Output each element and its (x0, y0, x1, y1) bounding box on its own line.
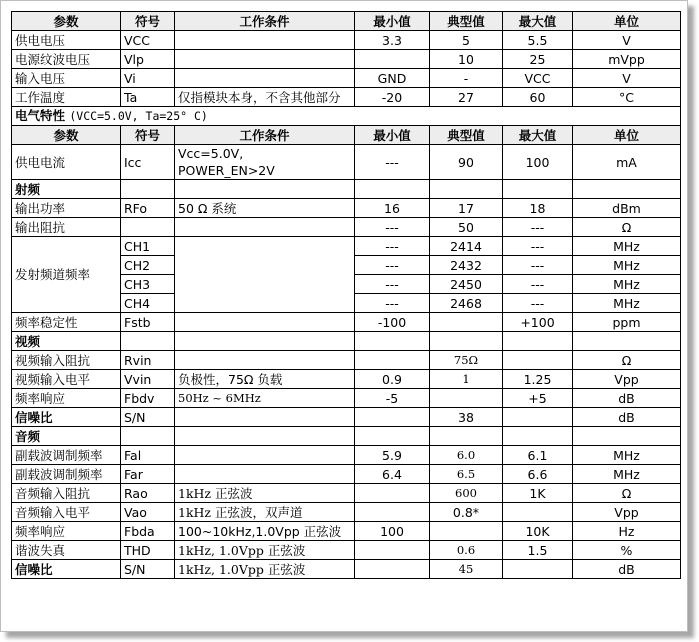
symbol-cell: Fbda (121, 522, 175, 541)
min-cell: -100 (355, 313, 430, 332)
unit-cell: Ω (573, 484, 681, 503)
min-cell: --- (355, 256, 430, 275)
header-condition: 工作条件 (175, 12, 355, 31)
condition-cell (175, 69, 355, 88)
symbol-cell: Vvin (121, 370, 175, 389)
typ-cell: 0.6 (430, 541, 503, 560)
condition-cell (175, 446, 355, 465)
typ-cell: 17 (430, 199, 503, 218)
max-cell: +100 (503, 313, 573, 332)
symbol-cell: RFo (121, 199, 175, 218)
max-cell: --- (503, 218, 573, 237)
param-cell: 视频输入电平 (12, 370, 121, 389)
symbol-cell: Fbdv (121, 389, 175, 408)
min-cell: --- (355, 145, 430, 180)
header-max: 最大值 (503, 126, 573, 145)
max-cell: 60 (503, 88, 573, 107)
typ-cell: 38 (430, 408, 503, 427)
unit-cell: dB (573, 560, 681, 579)
condition-cell (175, 31, 355, 50)
condition-cell (175, 145, 355, 180)
symbol-cell: CH2 (121, 256, 175, 275)
min-cell: --- (355, 218, 430, 237)
unit-cell: °C (573, 88, 681, 107)
condition-cell: 1kHz, 1.0Vpp 正弦波 (175, 541, 355, 560)
table-row (12, 145, 681, 180)
min-cell: 5.9 (355, 446, 430, 465)
typ-cell: 2414 (430, 237, 503, 256)
condition-cell: 50 Ω 系统 (175, 199, 355, 218)
condition-cell: 100~10kHz,1.0Vpp 正弦波 (175, 522, 355, 541)
typ-cell: 45 (430, 560, 503, 579)
unit-cell: dB (573, 408, 681, 427)
max-cell: 1K (503, 484, 573, 503)
typ-cell: 6.0 (430, 446, 503, 465)
param-cell: 输出功率 (12, 199, 121, 218)
section-label: 视频 (12, 332, 121, 351)
unit-cell: Hz (573, 522, 681, 541)
table-row (12, 313, 681, 332)
param-cell: 信噪比 (12, 560, 121, 579)
symbol-cell: Vlp (121, 50, 175, 69)
typ-cell: 27 (430, 88, 503, 107)
max-cell: VCC (503, 69, 573, 88)
condition-line: Vcc=5.0V, (178, 146, 244, 161)
min-cell (355, 351, 430, 370)
max-cell (503, 408, 573, 427)
symbol-cell: Rvin (121, 351, 175, 370)
section-row (12, 332, 681, 351)
typ-cell: - (430, 69, 503, 88)
symbol-cell: VCC (121, 31, 175, 50)
max-cell: --- (503, 275, 573, 294)
table-row (12, 522, 681, 541)
table-row (12, 88, 681, 107)
header-condition: 工作条件 (175, 126, 355, 145)
typ-cell: 6.5 (430, 465, 503, 484)
unit-cell: MHz (573, 275, 681, 294)
typ-cell: 2432 (430, 256, 503, 275)
table-row (12, 199, 681, 218)
table-row (12, 218, 681, 237)
param-cell: 发射频道频率 (12, 237, 121, 313)
min-cell (355, 484, 430, 503)
table-row (12, 389, 681, 408)
electrical-condition: (VCC=5.0V, Ta=25° C) (69, 109, 208, 123)
condition-cell (175, 465, 355, 484)
symbol-cell: S/N (121, 560, 175, 579)
unit-cell: V (573, 69, 681, 88)
max-cell: 1.25 (503, 370, 573, 389)
min-cell: 0.9 (355, 370, 430, 389)
table-row (12, 69, 681, 88)
unit-cell: dBm (573, 199, 681, 218)
max-cell (503, 503, 573, 522)
symbol-cell: Rao (121, 484, 175, 503)
section-label: 射频 (12, 180, 121, 199)
min-cell: 6.4 (355, 465, 430, 484)
min-cell: -20 (355, 88, 430, 107)
min-cell (355, 560, 430, 579)
typ-cell: 600 (430, 484, 503, 503)
max-cell: 6.6 (503, 465, 573, 484)
condition-cell: 50Hz ~ 6MHz (175, 389, 355, 408)
section-title-row (12, 107, 681, 126)
table-row (12, 237, 681, 256)
spec-table (11, 11, 681, 579)
max-cell: 1.5 (503, 541, 573, 560)
symbol-cell: THD (121, 541, 175, 560)
condition-cell (175, 351, 355, 370)
header-row (12, 12, 681, 31)
unit-cell: mA (573, 145, 681, 180)
header-typ: 典型值 (430, 126, 503, 145)
max-cell (503, 560, 573, 579)
unit-cell: Ω (573, 218, 681, 237)
typ-cell: 90 (430, 145, 503, 180)
header-typ: 典型值 (430, 12, 503, 31)
condition-cell: 1kHz 正弦波 (175, 484, 355, 503)
unit-cell: MHz (573, 465, 681, 484)
symbol-cell: Vi (121, 69, 175, 88)
typ-cell: 2468 (430, 294, 503, 313)
typ-cell: 50 (430, 218, 503, 237)
unit-cell: MHz (573, 256, 681, 275)
header-min: 最小值 (355, 126, 430, 145)
section-row (12, 180, 681, 199)
param-cell: 输出阻抗 (12, 218, 121, 237)
table-row (12, 503, 681, 522)
header-symbol: 符号 (121, 126, 175, 145)
table-row (12, 351, 681, 370)
unit-cell: MHz (573, 237, 681, 256)
min-cell (355, 503, 430, 522)
param-cell: 电源纹波电压 (12, 50, 121, 69)
typ-cell (430, 522, 503, 541)
symbol-cell: S/N (121, 408, 175, 427)
max-cell: 100 (503, 145, 573, 180)
min-cell: 16 (355, 199, 430, 218)
param-cell: 音频输入阻抗 (12, 484, 121, 503)
symbol-cell: Icc (121, 145, 175, 180)
param-cell: 输入电压 (12, 69, 121, 88)
typ-cell: 0.8* (430, 503, 503, 522)
header-row (12, 126, 681, 145)
typ-cell: 5 (430, 31, 503, 50)
param-cell: 副载波调制频率 (12, 446, 121, 465)
unit-cell: MHz (573, 446, 681, 465)
table-row (12, 50, 681, 69)
symbol-cell: Far (121, 465, 175, 484)
table-row (12, 31, 681, 50)
max-cell: --- (503, 256, 573, 275)
header-param: 参数 (12, 126, 121, 145)
condition-cell: 仅指模块本身，不含其他部分 (175, 88, 355, 107)
symbol-cell: Fstb (121, 313, 175, 332)
max-cell: 5.5 (503, 31, 573, 50)
symbol-cell: Vao (121, 503, 175, 522)
condition-line: POWER_EN>2V (178, 163, 275, 178)
param-cell: 频率响应 (12, 522, 121, 541)
electrical-title (12, 107, 681, 126)
condition-cell: 1kHz 正弦波，双声道 (175, 503, 355, 522)
unit-cell: Ω (573, 351, 681, 370)
table-row (12, 446, 681, 465)
min-cell: GND (355, 69, 430, 88)
max-cell: +5 (503, 389, 573, 408)
min-cell: --- (355, 237, 430, 256)
max-cell: 25 (503, 50, 573, 69)
table-row (12, 560, 681, 579)
electrical-title-text: 电气特性 (15, 108, 66, 123)
min-cell (355, 50, 430, 69)
min-cell: 100 (355, 522, 430, 541)
symbol-cell: Ta (121, 88, 175, 107)
table-row (12, 408, 681, 427)
table-row (12, 465, 681, 484)
typ-cell: 75Ω (430, 351, 503, 370)
table-row (12, 370, 681, 389)
min-cell: 3.3 (355, 31, 430, 50)
unit-cell: ppm (573, 313, 681, 332)
min-cell (355, 408, 430, 427)
typ-cell: 10 (430, 50, 503, 69)
header-unit: 单位 (573, 126, 681, 145)
param-cell: 副载波调制频率 (12, 465, 121, 484)
max-cell: 6.1 (503, 446, 573, 465)
condition-cell: 1kHz, 1.0Vpp 正弦波 (175, 560, 355, 579)
condition-cell (175, 50, 355, 69)
param-cell: 频率稳定性 (12, 313, 121, 332)
header-unit: 单位 (573, 12, 681, 31)
min-cell: --- (355, 275, 430, 294)
symbol-cell: CH1 (121, 237, 175, 256)
max-cell: 18 (503, 199, 573, 218)
max-cell: 10K (503, 522, 573, 541)
unit-cell: mVpp (573, 50, 681, 69)
header-max: 最大值 (503, 12, 573, 31)
param-cell: 谐波失真 (12, 541, 121, 560)
header-min: 最小值 (355, 12, 430, 31)
typ-cell (430, 389, 503, 408)
min-cell (355, 541, 430, 560)
header-symbol: 符号 (121, 12, 175, 31)
param-cell: 视频输入阻抗 (12, 351, 121, 370)
min-cell: --- (355, 294, 430, 313)
symbol-cell: CH3 (121, 275, 175, 294)
param-cell: 信噪比 (12, 408, 121, 427)
unit-cell: Vpp (573, 370, 681, 389)
section-label: 音频 (12, 427, 121, 446)
symbol-cell: Fal (121, 446, 175, 465)
unit-cell: Vpp (573, 503, 681, 522)
param-cell: 供电电压 (12, 31, 121, 50)
unit-cell: V (573, 31, 681, 50)
max-cell (503, 351, 573, 370)
param-cell: 供电电流 (12, 145, 121, 180)
min-cell: -5 (355, 389, 430, 408)
param-cell: 音频输入电平 (12, 503, 121, 522)
max-cell: --- (503, 237, 573, 256)
condition-cell (175, 408, 355, 427)
unit-cell: MHz (573, 294, 681, 313)
max-cell: --- (503, 294, 573, 313)
unit-cell: % (573, 541, 681, 560)
param-cell: 工作温度 (12, 88, 121, 107)
param-cell: 频率响应 (12, 389, 121, 408)
section-row (12, 427, 681, 446)
table-row (12, 541, 681, 560)
typ-cell: 1 (430, 370, 503, 389)
symbol-cell: CH4 (121, 294, 175, 313)
header-param: 参数 (12, 12, 121, 31)
unit-cell: dB (573, 389, 681, 408)
condition-cell: 负极性，75Ω 负载 (175, 370, 355, 389)
table-row (12, 484, 681, 503)
typ-cell: 2450 (430, 275, 503, 294)
